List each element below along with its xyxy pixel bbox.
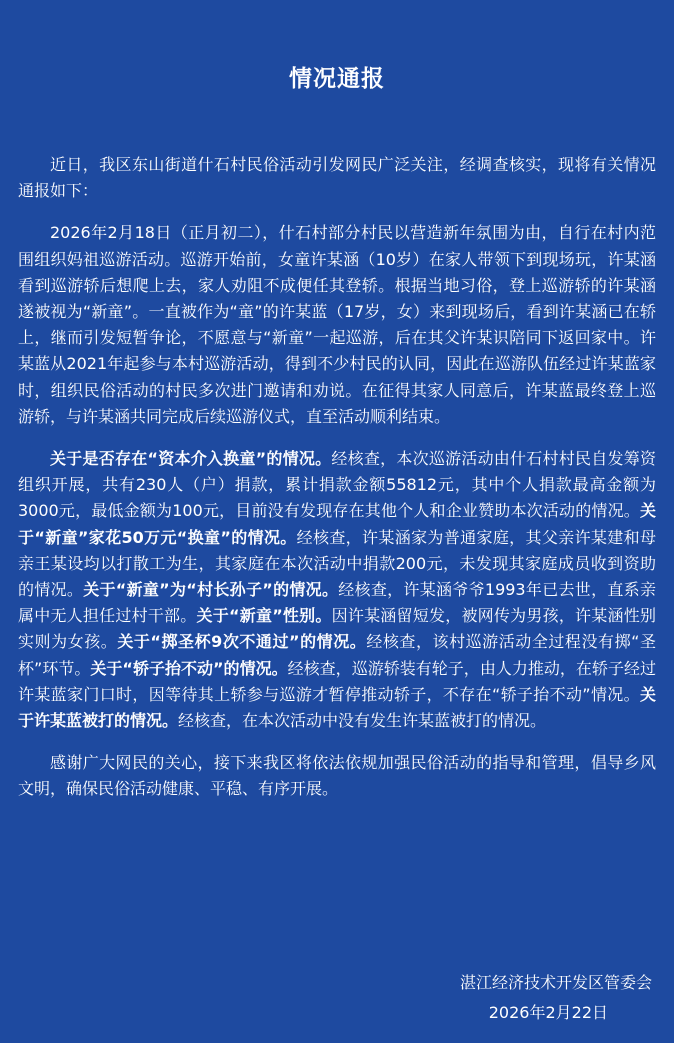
signature-block bbox=[432, 968, 652, 1028]
notice-body bbox=[18, 152, 656, 819]
finding-heading-capital: 关于是否存在“资本介入换童”的情况。 bbox=[50, 449, 332, 469]
issuer-name: 湛江经济技术开发区管委会 bbox=[459, 973, 652, 992]
closing-paragraph: 感谢广大网民的关心，接下来我区将依法依规加强民俗活动的指导和管理，倡导乡风文明，确保民俗活动健康、平稳、有序开展。 bbox=[18, 753, 656, 799]
finding-heading-grandson: 关于“新童”为“村长孙子”的情况。 bbox=[83, 580, 339, 600]
event-paragraph: 2026年2月18日（正月初二），什石村部分村民以营造新年氛围为由，自行在村内范围组织妈祖巡游活动。巡游开始前，女童许某涵（10岁）在家人带领下到现场玩，许某涵看到巡游轿后想爬上去，家人劝阻不成便任其登轿。根据当地习俗，登上巡游轿的许某涵遂被视为“新童”。一直被作为“童”的许某蓝（17岁，女）来到现场后，看到许某涵已在轿上，继而引发短暂争论，不愿意与“新童”一起巡游，后在其父许某识陪同下返回家中。许某蓝从2021年起参与本村巡游活动，得到不少村民的认同，因此在巡游队伍经过许某蓝家时，组织民俗活动的村民多次进门邀请和劝说。在征得其家人同意后，许某蓝最终登上巡游轿，与许某涵共同完成后续巡游仪式，直至活动顺利结束。 bbox=[18, 223, 656, 426]
findings-paragraph bbox=[18, 446, 656, 734]
finding-heading-gender: 关于“新童”性别。 bbox=[196, 606, 332, 626]
finding-heading-sedan: 关于“轿子抬不动”的情况。 bbox=[90, 658, 288, 678]
finding-text-grandson: 经核查，许某涵爷爷1993年已去世，直系亲属中无人担任过村干部。 bbox=[18, 580, 656, 626]
finding-text-500k: 经核查，许某涵家为普通家庭，其父亲许某建和母亲王某设均以打散工为生，其家庭在本次活动中捐款200元，未发现其家庭成员收到资助的情况。 bbox=[18, 527, 656, 600]
finding-text-sedan: 经核查，巡游轿装有轮子，由人力推动，在轿子经过许某蓝家门口时，因等待其上轿参与巡游才暂停推动轿子，不存在“轿子抬不动”情况。 bbox=[18, 658, 656, 704]
finding-heading-500k: 关于“新童”家花50万元“换童”的情况。 bbox=[18, 501, 656, 547]
finding-text-capital: 经核查，本次巡游活动由什石村村民自发筹资组织开展，共有230人（户）捐款，累计捐款金额55812元，其中个人捐款最高金额为3000元，最低金额为100元，目前没有发现存在其他个人和企业赞助本次活动的情况。 bbox=[18, 449, 656, 521]
issue-date: 2026年2月22日 bbox=[488, 1003, 608, 1022]
intro-paragraph: 近日，我区东山街道什石村民俗活动引发网民广泛关注，经调查核实，现将有关情况通报如下： bbox=[18, 155, 656, 201]
finding-text-beaten: 经核查，在本次活动中没有发生许某蓝被打的情况。 bbox=[178, 711, 547, 731]
finding-text-holy-cup: 经核查，该村巡游活动全过程没有掷“圣杯”环节。 bbox=[18, 632, 656, 678]
finding-heading-beaten: 关于许某蓝被打的情况。 bbox=[18, 684, 656, 731]
finding-text-gender: 因许某涵留短发，被网传为男孩，许某涵性别实则为女孩。 bbox=[18, 606, 656, 652]
notice-title: 情况通报 bbox=[289, 66, 385, 92]
finding-heading-holy-cup: 关于“掷圣杯9次不通过”的情况。 bbox=[117, 632, 367, 652]
